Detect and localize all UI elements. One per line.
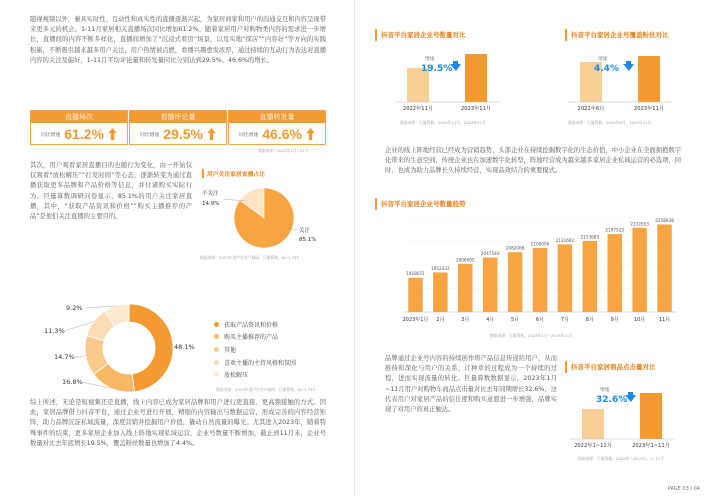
trend-title: 抖音平台家居企业号数量趋势 [375, 198, 466, 210]
card2-title: 抖音平台家居企业号覆盖粉丝对比 [565, 29, 669, 41]
trend-source: 数据来源：巨量算数，2023年1月~2023年11月 [490, 333, 573, 338]
data-label: 2047540 [480, 251, 500, 257]
trend-bar [608, 234, 622, 312]
category-label: 2023年11月 [460, 106, 492, 112]
trend-bar [483, 258, 497, 312]
trend-bar [408, 278, 422, 312]
trend-bar [458, 264, 472, 312]
tick-label: 2023年1月 [402, 317, 429, 323]
donut-value-label: 48.1% [174, 343, 195, 351]
data-label: 2109006 [530, 241, 550, 247]
stat-value: 61.2% [64, 126, 104, 142]
stat-label: 同比增速 [140, 132, 160, 138]
data-label: 2131692 [555, 237, 575, 243]
enterprise-trend-bar-chart [385, 212, 685, 330]
pie-chart-title: 用户关注家居直播占比 [202, 169, 265, 178]
data-label: 2258838 [655, 217, 674, 223]
growth-value: 4.4% [594, 64, 619, 74]
trend-bar [508, 252, 522, 312]
legend-item: 购买主播推荐的产品 [214, 331, 296, 344]
growth-label: 增速 [600, 388, 610, 393]
growth-value: 32.6% [596, 395, 628, 405]
right-paragraph: 企业的线上阵地经营已经成为营销趋势，头部企业在持续挖掘数字化的生态价值，中小企业在全面拥抱数字化带来的生意空间，传统企业也在加速数字化转型，阵地经营成为越来越多家居企业私域运营的必选项，同时，也成为助力品牌长久持续经营，实现品效结合的重要模式。 [385, 147, 681, 175]
stat-title: 直播场次 [31, 111, 127, 123]
data-label: 1952432 [431, 265, 450, 271]
legend-item: 其他 [214, 343, 296, 356]
tick-label: 10月 [633, 317, 646, 323]
data-label: 2153685 [580, 234, 600, 240]
donut-value-label: 11.3% [44, 327, 65, 335]
data-label: 2197523 [605, 227, 625, 233]
card1-title: 抖音平台家居企业号数量对比 [375, 29, 466, 41]
comparison-bar [638, 56, 660, 102]
category-label: 2023年1~11月 [632, 443, 670, 449]
stat-card-shares [228, 110, 326, 145]
donut-source: 数据来源：2023年用户在用户调研，巨量算数，N=1,793 [216, 387, 315, 392]
category-label: 2022年6月 [577, 106, 605, 112]
tick-label: 9月 [610, 317, 619, 323]
card3-source: 数据来源：巨量算数，2022年~2023年，1~11月 [578, 456, 665, 461]
attention-pie-chart [196, 178, 326, 256]
tick-label: 3月 [461, 317, 470, 323]
stat-title: 看播评论量 [130, 111, 226, 123]
donut-leader-line [74, 356, 86, 357]
right-paragraph-2: 品牌通过企业号内容的持续创作将产品信息传递给用户，从而推持和深化与用户的关系，让种草的过程成为一个持续的过程，进而实现流量的转化。巨量算数数据显示，2023年1月~11月用户对购物车商品点击量对比去年同期增长32.6%，这代表用户对家居产品的信任度和购买意愿进一步增强，品牌实现了对用户的真正触达。 [385, 355, 557, 414]
fans-comparison-chart [558, 46, 683, 116]
tick-label: 4月 [486, 317, 495, 323]
comparison-bar [582, 409, 604, 439]
category-label: 2022年1~11月 [574, 443, 612, 449]
intro-paragraph: 随视视频以外，兼具实时性、互动性和真实性的直播逐渐兴起，为家居商家和用户的沟通交互和内容呈现带来更多元的机会。1-11月家居相关直播场次同比增加61.2%。随着家居用户对购物类内容的需求进一步增长，直播间的内容不断多样化，直播间增加了“沉浸式看房”场景，以及实地“探店”“内容好”等方向的实践积累，不断吸引越来越多用户关注，用户热情被点燃，看播兴趣愈发浓厚，通过持续的互动行为表达对直播内容的关注及偏好，1-11月平均评论量和转发量同比分别达到29.5%、46.6%的增长。 [30, 16, 326, 64]
donut-value-label: 14.7% [54, 353, 75, 361]
comparison-bar [465, 54, 487, 102]
trend-bar [558, 244, 572, 312]
trend-bar [632, 228, 646, 312]
tick-label: 2月 [436, 317, 445, 323]
tick-label: 8月 [585, 317, 594, 323]
card2-source: 数据来源：巨量算数，2022年6月，2023年11月 [568, 120, 652, 125]
growth-value: 19.5% [421, 64, 453, 74]
enterprise-count-comparison-chart [385, 46, 510, 116]
stat-card-live-sessions [30, 110, 128, 145]
tick-label: 6月 [535, 317, 545, 323]
pie-value-label: 14.9% [202, 201, 220, 207]
pie-source: 数据来源：2023年用户在用户调研，巨量算数，N=1,793 [200, 255, 299, 260]
stat-value: 29.5% [163, 126, 203, 142]
legend-item: 喜欢主播的主持风格和氛围 [214, 356, 296, 369]
arrow-up-icon [108, 128, 117, 140]
donut-value-label: 16.8% [62, 378, 83, 386]
purpose-donut-chart [24, 296, 204, 396]
data-label: 2006605 [455, 257, 475, 263]
stats-source: 数据来源：2023年1月~11月 [258, 148, 309, 153]
trend-bar [433, 272, 447, 312]
paragraph-2: 其次，用户观看家居直播目的也随行为变化，由一开始仅仅观看“放松解压”“打发时间”等心态，逐渐转变为通过直播获取更多品牌和产品价格等信息，并付诸购买实际行为。巨量算数调研问卷显示，85.1%的用户关注家居直播，其中，“获取产品资讯和价格”“购买主播推荐的产品”是他们关注直播的主要目的。 [30, 162, 192, 221]
donut-value-label: 9.2% [66, 304, 83, 312]
arrow-up-icon [306, 128, 315, 140]
product-clicks-comparison-chart [560, 377, 685, 453]
growth-label: 增速 [425, 57, 435, 62]
tick-label: 7月 [560, 317, 570, 323]
legend-item: 放松解压 [214, 368, 296, 381]
comparison-bar [640, 393, 662, 439]
pie-label: 不关注 [202, 191, 219, 197]
card3-title: 抖音平台家居商品点击量对比 [565, 361, 656, 373]
stat-label: 同比增速 [41, 132, 61, 138]
growth-label: 增速 [598, 57, 608, 62]
data-label: 2082066 [505, 245, 525, 251]
pie-value-label: 85.1% [299, 237, 317, 243]
trend-bar [583, 241, 597, 312]
tick-label: 11月 [658, 317, 671, 323]
donut-legend [214, 318, 296, 381]
conclusion-paragraph: 综上所述，无论是短视频还是直播，线上内容已成为家居品牌和用户进行更直接、更高频接触的方式。因此，家居品牌借力抖音平台，通过企业号进行开展，精细的内容输出与数据运营，形成完善的内容经营矩阵，助力品牌沉淀私域流量，深度营销并挖掘用户价值，撬动自然流量的曝光。尤其进入2023年，随着特殊事件的结束，更多家居企业加入线上阵地实现私域运营，企业号数量不断增加，截止到11月末，企业号数量对比去年底增长19.5%，覆盖粉丝数量也增加了4.4%。 [30, 399, 326, 447]
legend-item: 获取产品资讯和价格 [214, 318, 296, 331]
data-label: 2237653 [630, 221, 649, 227]
stat-value: 46.6% [262, 126, 302, 142]
card1-source: 数据来源：巨量算数，2022年11月，2023年11月 [400, 120, 486, 125]
stat-label: 同比增速 [239, 132, 259, 138]
page-number: PAGE 03 / 04 [667, 486, 700, 492]
pie-label: 关注 [299, 228, 311, 234]
category-label: 2023年11月 [633, 106, 665, 112]
donut-slice [129, 304, 173, 392]
arrow-up-icon [623, 61, 634, 71]
arrow-up-icon [207, 128, 216, 140]
trend-bar [657, 224, 671, 312]
stat-title: 直播转发量 [229, 111, 325, 123]
trend-bar [533, 248, 547, 312]
stat-card-comments [129, 110, 227, 145]
tick-label: 5月 [510, 317, 520, 323]
category-label: 2022年11月 [402, 106, 434, 112]
data-label: 1918651 [406, 271, 425, 277]
